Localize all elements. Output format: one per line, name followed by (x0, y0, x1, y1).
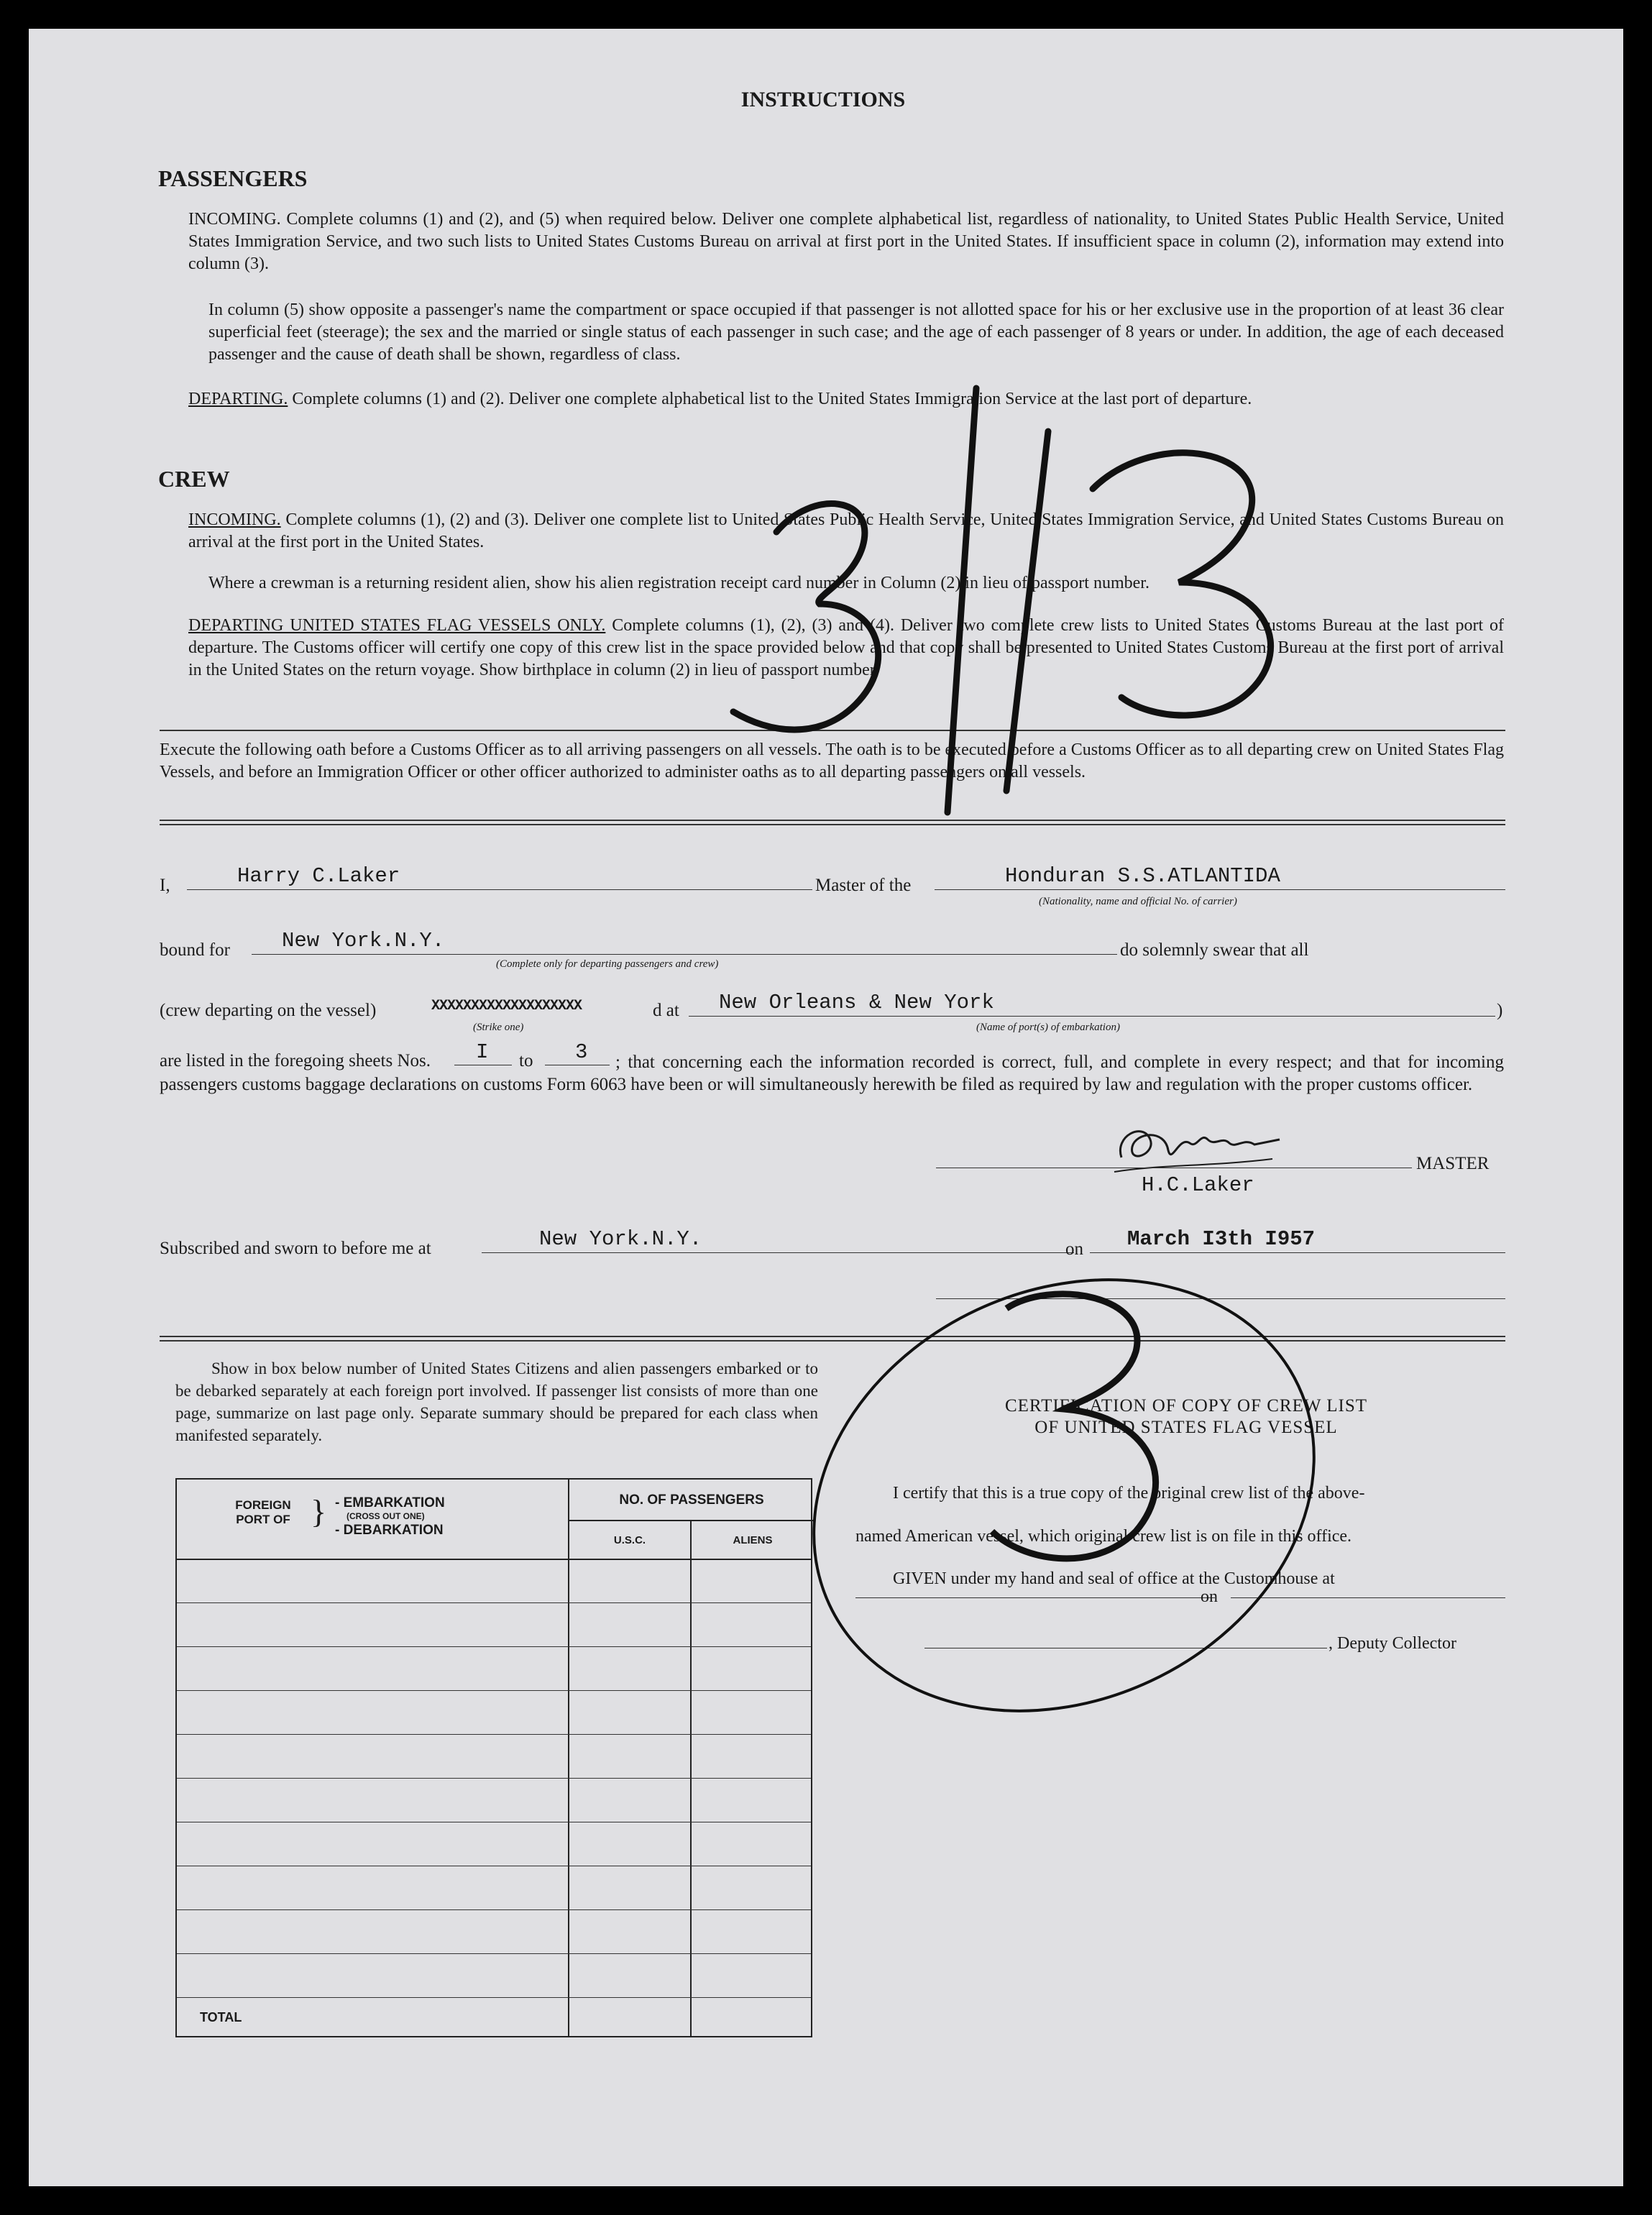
oath-intro-paragraph: Execute the following oath before a Customs Officer as to all arriving passengers on all vessels. The oath is to be executed before a Customs Officer as to all departing crew on United States Flag Vessels, and before an Immigration Officer or other officer authorized to administer oaths as to all departing passengers on all vessels. (160, 740, 1504, 781)
passengers-incoming-paragraph (188, 208, 1504, 275)
divider (160, 730, 1505, 731)
listed-text-content: ; that concerning each the information recorded is correct, full, and complete in every respect; and that for incoming passengers customs baggage declarations on customs Form 6063 have been or will simultaneously herewith be filed as required by law and regulation with the proper customs officer. (160, 1053, 1504, 1094)
crew-heading: CREW (158, 466, 230, 492)
passengers-column5-paragraph: In column (5) show opposite a passenger's name the compartment or space occupied if that passenger is not allotted space for his or her exclusive use in the proportion of at least 36 clear superficial feet (steerage); the sex and the married or single status of each passenger in such case; and the age of each passenger of 8 years or under. In addition, the age of each deceased passenger and the cause of death shall be shown, regardless of class. (208, 301, 1504, 364)
vessel-field[interactable]: Honduran S.S.ATLANTIDA (1005, 864, 1280, 888)
passengers-incoming-label: INCOMING. (188, 210, 281, 229)
usc-header: U.S.C. (613, 1534, 646, 1546)
passengers-incoming-text: Complete columns (1) and (2), and (5) when required below. Deliver one complete alphabetical list, regardless of nationality, to United States Public Health Service, United States Immigration Service, and two such lists to United States Customs Bureau on arrival at first port in the United States. If insufficient space in column (2), information may extend into column (3). (188, 210, 1505, 273)
crew-incoming-paragraph (188, 509, 1504, 554)
table-row (177, 1646, 811, 1647)
sworn-date-field[interactable]: March I3th I957 (1127, 1227, 1316, 1251)
certification-on-label: on (1201, 1587, 1218, 1606)
debarkation-label: - DEBARKATION (335, 1523, 444, 1538)
ports-line (689, 1016, 1495, 1017)
subscribed-label: Subscribed and sworn to before me at (160, 1239, 431, 1258)
vessel-line (935, 889, 1505, 890)
sworn-place-field[interactable]: New York.N.Y. (539, 1227, 702, 1251)
crew-departing-paragraph (188, 615, 1504, 682)
bound-caption: (Complete only for departing passengers and crew) (496, 958, 719, 970)
ports-caption: (Name of port(s) of embarkation) (976, 1022, 1120, 1033)
master-name-field[interactable]: Harry C.Laker (237, 864, 400, 888)
aliens-header: ALIENS (733, 1534, 773, 1546)
swear-text: do solemnly swear that all (1120, 940, 1309, 960)
master-signature (1100, 1114, 1316, 1179)
column-divider (568, 1520, 814, 1521)
passengers-heading: PASSENGERS (158, 165, 308, 191)
foreign-port-header: FOREIGN PORT OF (235, 1498, 291, 1526)
no-passengers-header: NO. OF PASSENGERS (619, 1492, 764, 1508)
signer-name: H.C.Laker (1142, 1173, 1254, 1197)
cross-out-label: (CROSS OUT ONE) (347, 1511, 425, 1521)
listed-label: are listed in the foregoing sheets Nos. (160, 1051, 431, 1070)
vessel-caption: (Nationality, name and official No. of carrier) (1039, 896, 1237, 907)
ports-field[interactable]: New Orleans & New York (719, 991, 994, 1014)
struck-text: XXXXXXXXXXXXXXXXXXX (431, 998, 582, 1014)
boarded-label: d at (653, 1001, 679, 1020)
page-title: INSTRUCTIONS (740, 88, 906, 111)
certification-body-1: I certify that this is a true copy of the original crew list of the above- (893, 1484, 1365, 1503)
passengers-departing-text: Complete columns (1) and (2). Deliver one complete alphabetical list to the United States Immigration Service at the last port of departure. (292, 390, 1252, 408)
certification-date-line (1231, 1597, 1505, 1598)
sworn-on-label: on (1065, 1239, 1083, 1259)
divider (160, 1336, 1505, 1337)
crew-incoming-label: INCOMING. (188, 510, 281, 529)
crew-departing-label: (crew departing on the vessel) (160, 1001, 377, 1020)
deputy-collector-label: , Deputy Collector (1329, 1634, 1456, 1653)
master-of-label: Master of the (815, 876, 912, 895)
table-row (177, 1778, 811, 1779)
divider (160, 1340, 1505, 1342)
column-divider (568, 1480, 569, 2036)
master-label: MASTER (1416, 1154, 1490, 1173)
passengers-departing-paragraph (188, 388, 1504, 411)
crew-list-form-page (29, 29, 1623, 2186)
table-row (177, 1909, 811, 1910)
bound-for-label: bound for (160, 940, 230, 960)
officer-signature-line (936, 1298, 1505, 1299)
bound-for-line (252, 954, 1117, 955)
divider (160, 824, 1505, 825)
certification-body-2: named American vessel, which original crew list is on file in this office. (855, 1527, 1352, 1546)
customhouse-line (855, 1597, 1215, 1598)
divider (160, 820, 1505, 821)
crew-departing-text: Complete columns (1), (2), (3) and (4). Deliver two complete crew lists to United States Customs Bureau at the last port of departure. The Customs officer will certify one copy of this crew list in the space provided below and that copy shall be presented to United States Customs Bureau at the first port of arrival in the United States on the return voyage. Show birthplace in column (2) in lieu of passport number. (188, 616, 1505, 679)
strike-caption: (Strike one) (473, 1022, 524, 1033)
total-label: TOTAL (200, 2010, 242, 2024)
crew-incoming-text: Complete columns (1), (2) and (3). Deliver one complete list to United States Public Health Service, United States Immigration Service, and United States Customs Bureau on arrival at the first port in the United States. (188, 510, 1505, 551)
table-row (177, 1690, 811, 1691)
sworn-place-line (482, 1252, 1074, 1253)
table-row (177, 1997, 811, 1998)
crew-resident-paragraph: Where a crewman is a returning resident alien, show his alien registration receipt card number in Column (2) in lieu of passport number. (208, 574, 1149, 592)
bound-for-field[interactable]: New York.N.Y. (282, 929, 445, 953)
sheet-to-field[interactable]: 3 (575, 1040, 588, 1064)
sworn-date-line (1090, 1252, 1505, 1253)
certification-title-1: CERTIFICATION OF COPY OF CREW LIST (1004, 1396, 1368, 1416)
table-row (177, 1734, 811, 1735)
crew-departing-label: DEPARTING UNITED STATES FLAG VESSELS ONLY. (188, 616, 606, 635)
table-row (177, 1953, 811, 1954)
embarkation-label: - EMBARKATION (335, 1495, 445, 1510)
oath-i-label: I, (160, 876, 170, 895)
passengers-departing-label: DEPARTING. (188, 390, 288, 408)
passenger-summary-table (175, 1478, 812, 2037)
table-row (177, 1602, 811, 1603)
brace-icon: } (311, 1493, 327, 1530)
close-paren: ) (1497, 1001, 1503, 1020)
listed-text (160, 1051, 1504, 1096)
master-name-line (187, 889, 812, 890)
sheet-from-field[interactable]: I (476, 1040, 489, 1064)
certification-title-2: OF UNITED STATES FLAG VESSEL (1034, 1418, 1338, 1437)
summary-instructions: Show in box below number of United States Citizens and alien passengers embarked or to be debarked separately at each foreign port involved. If passenger list consists of more than one page, summarize on last page only. Separate summary should be prepared for each class when manifested separately. (175, 1359, 818, 1444)
certification-body-3: GIVEN under my hand and seal of office at the Customhouse at (893, 1569, 1335, 1588)
to-label: to (519, 1051, 533, 1070)
